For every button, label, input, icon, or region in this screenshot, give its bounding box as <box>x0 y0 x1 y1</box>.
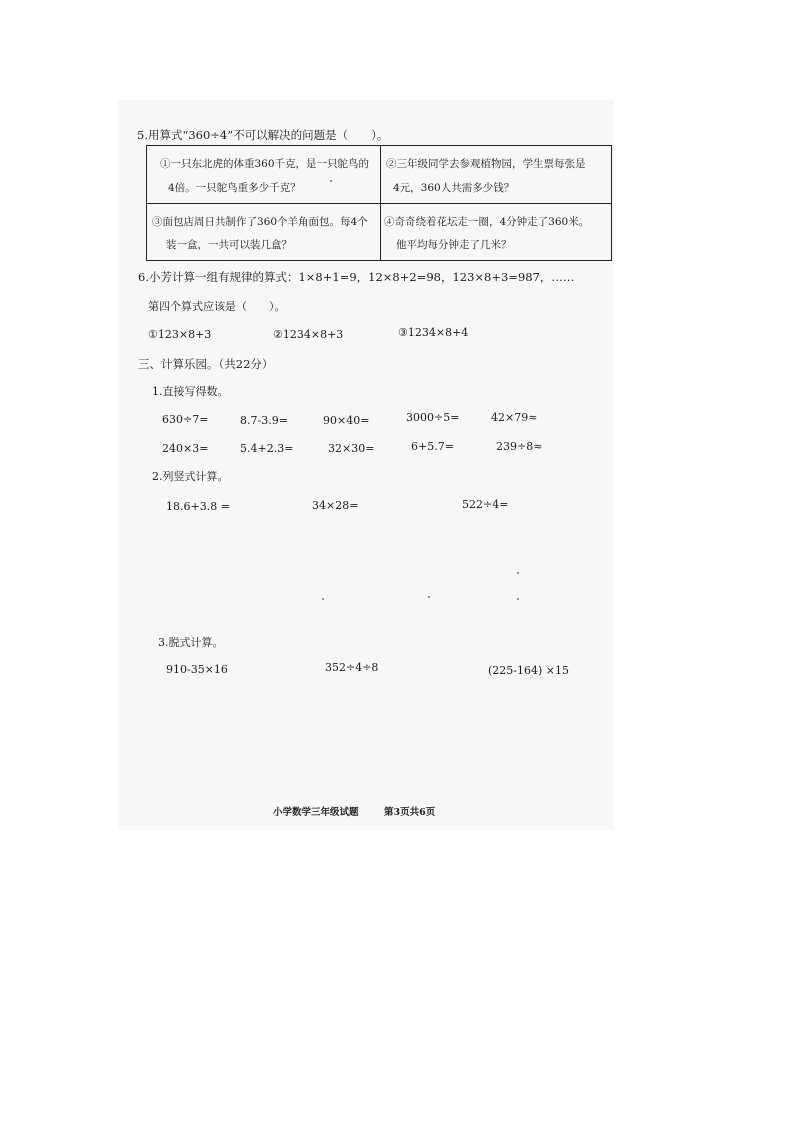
q5-option-1-line2: 4倍。一只鸵鸟重多少千克？ <box>168 182 301 194</box>
oral-calc-10: 239÷8≈ <box>496 440 543 453</box>
q5-option-3-line1: ③面包店周日共制作了360个羊角面包。每4个 <box>152 216 368 228</box>
oral-calc-8: 32×30= <box>328 442 375 455</box>
scan-speck <box>517 572 519 574</box>
scan-speck <box>322 598 324 600</box>
table-divider-horizontal <box>147 203 611 204</box>
part3-title: 3.脱式计算。 <box>158 636 224 649</box>
scan-speck <box>330 180 332 182</box>
footer-subject: 小学数学三年级试题 <box>273 807 359 818</box>
q6-option-1: ①123×8+3 <box>148 328 212 341</box>
vertical-calc-1: 18.6+3.8 = <box>166 500 230 513</box>
q5-option-4-line1: ④奇奇绕着花坛走一圈，4分钟走了360米。 <box>384 216 590 228</box>
vertical-calc-2: 34×28= <box>312 499 359 512</box>
oral-calc-4: 3000÷5= <box>406 411 460 424</box>
q5-title: 5.用算式“360÷4”不可以解决的问题是（ ）。 <box>137 128 389 142</box>
oral-calc-2: 8.7-3.9= <box>240 414 288 427</box>
oral-calc-9: 6+5.7= <box>411 440 454 453</box>
step-calc-3: (225-164) ×15 <box>488 664 570 677</box>
footer-page-number: 第3页共6页 <box>384 807 436 818</box>
section3-title: 三、计算乐园。（共22分） <box>138 357 274 371</box>
q5-option-1-line1: ①一只东北虎的体重360千克，是一只鸵鸟的 <box>160 158 370 170</box>
q6-line1: 6.小芳计算一组有规律的算式：1×8+1=9，12×8+2=98，123×8+3=987，…… <box>138 270 575 284</box>
oral-calc-6: 240×3= <box>162 442 209 455</box>
scan-speck <box>428 596 430 598</box>
vertical-calc-3: 522÷4= <box>462 498 509 511</box>
scan-speck <box>517 598 519 600</box>
q5-option-4-line2: 他平均每分钟走了几米？ <box>396 239 512 251</box>
q5-option-3-line2: 装一盒，一共可以装几盒？ <box>166 239 292 251</box>
part2-title: 2.列竖式计算。 <box>152 470 229 483</box>
part1-title: 1.直接写得数。 <box>152 385 229 398</box>
q6-line2: 第四个算式应该是（ ）。 <box>148 300 286 313</box>
q6-option-2: ②1234×8+3 <box>273 328 344 341</box>
oral-calc-7: 5.4+2.3= <box>240 442 294 455</box>
step-calc-2: 352÷4÷8 <box>325 661 379 674</box>
step-calc-1: 910-35×16 <box>166 663 228 676</box>
oral-calc-3: 90×40= <box>323 414 370 427</box>
oral-calc-1: 630÷7= <box>162 413 209 426</box>
oral-calc-5: 42×79≈ <box>491 411 538 424</box>
q5-option-2-line1: ②三年级同学去参观植物园，学生票每张是 <box>386 158 586 170</box>
q6-option-3: ③1234×8+4 <box>398 326 469 339</box>
q5-option-2-line2: 4元，360人共需多少钱？ <box>393 182 515 194</box>
